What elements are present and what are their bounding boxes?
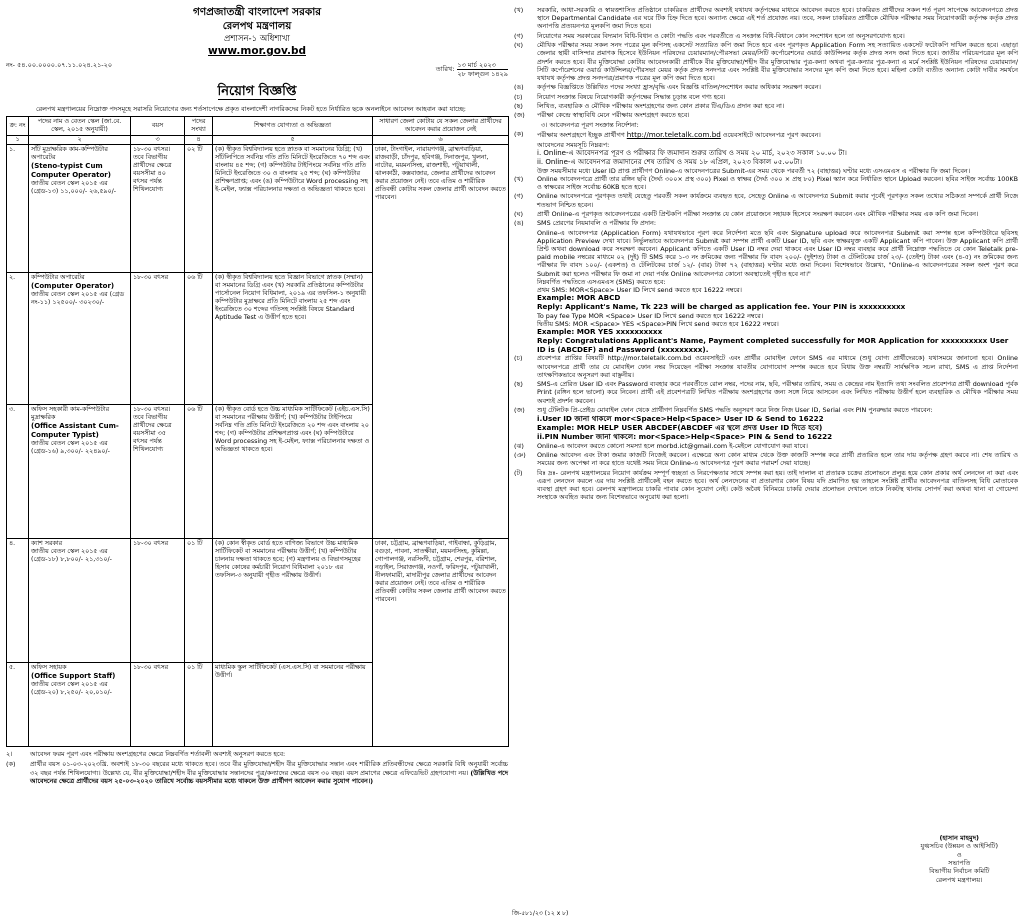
row-age: ১৮-৩০ বৎসর। তবে বিভাগীয় প্রার্থীদের ক্ষেত্রে বয়সসীমা ৩৫ বৎসর পর্যন্ত শিথিলযোগ্য [131,405,185,539]
signature-block [921,834,998,884]
row-quota: ঢাকা, টাংগাইল, নারায়ণগঞ্জ, ব্রাহ্মণবাড়িয়া, রাজবাড়ী, চাঁদপুর, হবিগঞ্জ, দিনাজপুর, খুলনা, নাটোর, ময়মনসিংহ, রাজশাহী, পটুয়াখালী, ঝালকাঠী, কক্সবাজার, জেলার প্রার্থীদের আবেদন করার প্রয়োজন নেই। তবে এতিম ও শারীরিক প্রতিবন্ধী কোটায় সকল জেলার প্রার্থী আবেদন করতে পারবেন। [373,145,509,539]
post-name-bn: অফিস সহকারী কাম-কম্পিউটার মুদ্রাক্ষরিক [31,406,110,422]
post-name-bn: কম্পিউটার অপারেটর [31,274,85,282]
row-age: ১৮-৩০ বৎসর [131,663,185,747]
section-2-number: ২। [6,750,13,759]
sms-reply-2: Reply: Congratulations Applicant's Name, Payment completed successfully for MOR Application for xxxxxxxxxx User ID is (ABCDEF) and Password (xxxxxxxxx). [537,335,1009,354]
retrieve-example: Example: MOR HELP USER ABCDEF(ABCDEF এর স্থলে প্রদত্ত User ID দিতে হবে) [537,423,823,433]
list-item [512,175,1018,191]
list-item-text: প্রার্থী Online-এ পূরণকৃত আবেদনপত্রের একটি প্রিন্টকপি পরীক্ষা সংক্রান্ত যে কোন প্রয়োজনে সহায়ক হিসেবে সংরক্ষণ করবেন এবং মৌখিক পরীক্ষার সময় এক কপি জমা দিবেন। [537,209,979,218]
list-item-label: (জ) [514,111,525,120]
sms-block [512,229,1018,355]
list-item [512,406,1018,414]
row-qualification: (ক) স্বীকৃত বিশ্ববিদ্যালয় হতে স্নাতক বা সমমানের ডিগ্রি; (খ) সাঁটলিপিতে সর্বনিম্ন গতি প্রতি মিনিটে ইংরেজিতে ৭০ শব্দ এবং বাংলায় ৪৫ শব্দ; (গ) কম্পিউটার টাইপিংয়ে সর্বনিম্ন গতি প্রতি মিনিটে ইংরেজিতে ৩০ ও বাংলায় ২৫ শব্দ; (ঘ) কম্পিউটার প্রশিক্ষণপ্রাপ্ত; এবং (ঙ) কম্পিউটারে Word processing সহ ই-মেইল, ফ্যাক্স পরিচালনার দক্ষতা ও অভিজ্ঞতা থাকতে হবে। [213,145,373,273]
date-label: তারিখ: [435,65,455,74]
sms-description: Online-এ আবেদনপত্র (Application Form) যথাযথভাবে পূরণ করে নির্দেশনা মতে ছবি এবং Signature upload করে আবেদনপত্র Submit করা সম্পন্ন হলে কম্পিউটারে ছবিসহ Application Preview দেখা যাবে। নির্ভুলভাবে আবেদনপত্র Submit করা সম্পন্ন প্রার্থী একটি User ID, ছবি এবং স্বাক্ষরযুক্ত একটি Applicant কপি পাবেন। উক্ত Applicant কপি প্রার্থী প্রিন্ট অথবা download করে সংরক্ষণ করবেন। Applicant কপিতে একটি User ID নম্বর দেয়া থাকবে এবং User ID নম্বর ব্যবহার করে প্রার্থী নিম্নোক্ত পদ্ধতিতে যে কোন Teletalk pre-paid mobile নম্বরের মাধ্যমে ০২ (দুই) টি SMS করে ১-৩ নং ক্রমিকের জন্য পরীক্ষার ফি বাবদ ২০০/- (দুইশত) টাকা ও টেলিটকের চার্জ ২৩/- (তেইশ) টাকা এবং (৪-৫) নং ক্রমিকের জন্য পরীক্ষার ফি বাবদ ১০০/- (একশত) ও টেলিটকের চার্জ ১২/- (বার) টাকা ৭২ (বাহাত্তর) ঘণ্টার মধ্যে জমা দিবেন। বিশেষভাবে উল্লেখ্য, "Online-এ আবেদনপত্রের সকল অংশ পূরণ করে Submit করা হলেও পরীক্ষার ফি জমা না দেয়া পর্যন্ত Online আবেদনপত্র কোনো অবস্থাতেই গৃহীত হবে না।" [537,228,1018,278]
list-item-text: Online-এ আবেদন করতে কোনো সমস্যা হলে morbd.ict@gmail.com ই-মেইলে যোগাযোগ করা যাবে। [537,441,808,450]
list-item-label: (ছ) [514,102,523,110]
list-item-label: (খ) [514,6,524,14]
admit-card-list [512,354,1018,414]
ministry-name: রেলপথ মন্ত্রণালয় [222,21,292,33]
row-post [29,145,131,273]
section-3-heading: ৩। আবেদনপত্র পূরণ সংক্রান্ত নির্দেশনা: [541,120,639,129]
th-serial: ক্র: নং [7,116,29,135]
col-num: ৫ [213,136,373,145]
row-serial: ২. [7,273,29,405]
list-item [512,6,1018,31]
section-3-number [512,121,538,129]
list-item [512,83,1018,91]
sms-pay: To pay fee Type MOR <Space> User ID লিখে send করতে হবে 16222 নম্বরে। [537,311,764,320]
signatory-ministry: রেলপথ মন্ত্রণালয়। [935,875,983,884]
notice-title: নিয়োগ বিজ্ঞপ্তি [217,84,297,100]
schedule-start: i. Online-এ আবেদনপত্র পূরণ ও পরীক্ষার ফি জমাদান শুরুর তারিখ ও সময় ২০ মার্চ, ২০২৩ সকাল ১০.০০ টা। [537,148,847,157]
teletalk-link[interactable]: http://mor.teletalk.com.bd [626,130,721,140]
list-item-text: সরকারি, আধা-সরকারি ও স্বায়ত্তশাসিত প্রতিষ্ঠানে চাকরিরত প্রার্থীদের অবশ্যই যথাযথ কর্তৃপক্ষের মাধ্যমে আবেদন করতে হবে। চাকরিরত প্রার্থীদের সকল শর্ত পূরণ সাপেক্ষে আবেদনপত্রে প্রদত্ত স্থানে Departmental Candidate এর ঘরে টিক চিহ্ন দিতে হবে। অন্যান্য ক্ষেত্রে এই শর্ত প্রযোজ্য নয়। তবে, সকল চাকরিরত প্রার্থীকে মৌখিক পরীক্ষার সময় নিয়োগকারী কর্তৃপক্ষ কর্তৃক প্রদত্ত অনাপত্তি প্রত্যয়নপত্র মূলকপি জমা দিতে হবে। [537,6,1018,31]
list-item-label: (ঞ) [514,451,526,460]
row-post [29,273,131,405]
list-item-text: নিয়োগের সময় সরকারের বিদ্যমান বিধি-বিধান ও কোটা পদ্ধতি এবং পরবর্তীতে এ সংক্রান্ত বিধি-বিধানে কোন সংশোধন হলে তা অনুসরণযোগ্য হবে। [537,31,905,40]
list-item-text: পরীক্ষা কেন্দ্রে স্বাস্থ্যবিধি মেনে পরীক্ষায় অংশগ্রহণ করতে হবে। [537,111,690,120]
signatory-role: সভাপতি [948,859,971,868]
list-item-text: প্রবেশপত্র প্রাপ্তির বিষয়টি http://mor.teletalk.com.bd ওয়েবসাইটে এবং প্রার্থীর মোবাইল ফোনে SMS এর মাধ্যমে (শুধু যোগ্য প্রার্থীদেরকে) যথাসময়ে জানানো হবে। Online আবেদনপত্রে প্রার্থী তার যে মোবাইল ফোন নম্বর দিয়েছেন পরীক্ষা সংক্রান্ত যাবতীয় যোগাযোগ সম্পন্ন করতে হবে বিধায় উক্ত নম্বরটি সার্বক্ষণিক সচল রাখা, SMS এ প্রাপ্ত নির্দেশনা তাৎক্ষণিকভাবে অনুসরণ করা বাঞ্ছনীয়। [537,354,1018,379]
row-count: ০২ টি [185,145,213,273]
post-name-en: (Office Assistant Cum-Computer Typist) [31,422,119,440]
list-item [512,451,1018,467]
signatory-and: ও [956,850,962,859]
schedule-note: উক্ত সময়সীমার মধ্যে User ID প্রাপ্ত প্রার্থীগণ Online-এ আবেদনপত্রের Submit-এর সময় থেকে পরবর্তী ৭২ (বাহাত্তর) ঘণ্টার মধ্যে এসএমএস এ পরীক্ষার ফি জমা দিবেন। [537,166,971,175]
list-item-label: (ছ) [514,380,523,389]
row-count: ০১ টি [185,663,213,747]
th-age: বয়স [131,116,185,135]
list-item-text: কর্তৃপক্ষ বিজ্ঞপ্তিতে উল্লিখিত পদের সংখ্যা হ্রাস/বৃদ্ধি এবং বিজ্ঞপ্তি বাতিল/সংশোধন করার অধিকার সংরক্ষণ করেন। [537,83,821,92]
row-post [29,663,131,747]
age-note-bold: (উল্লিখিত পদে আবেদনের ক্ষেত্রে প্রার্থীদের বয়স ২৫-০৩-২০২০ তারিখে সর্বোচ্চ বয়সসীমার মধ্যে থাকলে উক্ত প্রার্থীগণ আবেদন করার সুযোগ পাবেন।) [30,768,508,785]
section-2-ka-label: (ক) [6,760,16,769]
list-item [512,442,1018,450]
post-pay: জাতীয় বেতন স্কেল ২০১৫ এর (গ্রেড-২০) ৮,২৫০/- ২০,০১০/- [31,681,112,697]
list-item-label: (ঝ) [514,441,524,450]
th-count: পদের সংখ্যা [185,116,213,135]
memo-number: নং- ৫৪.০০.০০০০.০৭.১১.০২৪.২১-২০ [6,60,113,69]
row-serial: ৫. [7,663,29,747]
list-item-label: (গ) [514,31,524,40]
row-qualification: (ক) স্বীকৃত বোর্ড হতে উচ্চ মাধ্যমিক সার্টিফিকেট (এইচ.এস.সি) বা সমমানের পরীক্ষায় উত্তীর্ণ; (খ) কম্পিউটার টাইপিংয়ে সর্বনিম্ন গতি প্রতি মিনিটে ইংরেজিতে ২০ শব্দ এবং বাংলায় ২০ শব্দ; (গ) কম্পিউটার প্রশিক্ষণপ্রাপ্ত এবং (ঘ) কম্পিউটারে Word processing সহ ই-মেইল, ফ্যাক্স পরিচালনার দক্ষতা ও অভিজ্ঞতা থাকতে হবে। [213,405,373,539]
list-item-label: (গ) [514,192,524,201]
schedule-heading: আবেদনের সময়সূচি নিম্নরূপ: [537,140,610,149]
list-item-label: (চ) [514,92,523,101]
list-item-label: (ট) [514,468,523,477]
post-name-bn: সাঁট মুদ্রাক্ষরিক কাম-কম্পিউটার অপারেটর [31,146,108,162]
final-notes-list [512,442,1018,502]
table-row [7,539,509,663]
th-quota: সাধারণ জেলা কোটায় যে সকল জেলার প্রার্থীদের আবেদন করার প্রয়োজন নেই [373,116,509,135]
date-bangla: ২৮ ফাল্গুন ১৪২৯ [457,69,508,78]
row-serial: ৩. [7,405,29,539]
list-item [512,469,1018,502]
row-serial: ৪. [7,539,29,663]
right-column [512,6,1018,918]
list-item [512,102,1018,110]
sms-second: দ্বিতীয় SMS: MOR <Space> YES <Space>PIN লিখে send করতে হবে 16222 নম্বরে। [537,319,779,328]
list-item-text: মৌখিক পরীক্ষার সময় সকল সনদ পত্রের মূল কপিসহ একসেট সত্যায়িত কপি জমা দিতে হবে এবং পূরণকৃত Application Form সহ সত্যায়িত একসেট ফটোকপি দাখিল করতে হবে। এছাড়া জেলার স্থায়ী বাসিন্দার প্রমাণক হিসেবে ইউনিয়ন পরিষদের চেয়ারম্যান/পৌরসভা মেয়র/সিটি কর্পোরেশনের ওয়ার্ড কাউন্সিলর কর্তৃক প্রদত্ত সনদ জমা দিতে হবে। জাতীয় পরিচয়পত্রের মূল কপি প্রদর্শন করতে হবে। বীর মুক্তিযোদ্ধা কোটায় আবেদনকারী প্রার্থীকে বীর মুক্তিযোদ্ধা/শহীদ বীর মুক্তিযোদ্ধার পুত্র-কন্যা অথবা পুত্র-কন্যার পুত্র-কন্যা এ মর্মে সংশ্লিষ্ট ইউনিয়ন পরিষদের চেয়ারম্যান/সিটি কর্পোরেশনের ওয়ার্ড কাউন্সিলর/পৌরসভা মেয়র কর্তৃক প্রদত্ত সনদপত্র এবং সংশ্লিষ্ট বীর মুক্তিযোদ্ধার সনদের মূল কপি জমা দিতে হবে। মহিলা কোটা ব্যতীত অন্যান্য কোটা দাবীর সমর্থনে যথাযথ কর্তৃপক্ষ প্রদত্ত সনদপত্র/প্রমাণক পত্রের মূল কপি জমা দিতে হবে। [537,41,1018,82]
row-age: ১৮-৩০ বৎসর [131,539,185,663]
list-item-text: শুধু টেলিটক প্রি-প্রেইড মোবাইল ফোন থেকে প্রার্থীগণ নিম্নবর্ণিত SMS পদ্ধতি অনুসরণ করে নিজ নিজ User ID, Serial এবং PIN পুনরুদ্ধার করতে পারবেন: [537,405,933,414]
list-item [512,32,1018,40]
instructions-list [512,175,1018,218]
list-item [512,354,1018,379]
list-item-text: লিখিত, ব্যবহারিক ও মৌখিক পরীক্ষায় অংশগ্রহণের জন্য কোন প্রকার টিএ/ডিএ প্রদান করা হবে না। [537,102,785,110]
table-row [7,145,509,273]
sms-first: প্রথম SMS: MOR<Space> User ID লিখে send করতে হবে 16222 নম্বরে। [537,286,742,294]
post-name-en: (Computer Operator) [31,282,115,291]
website-link[interactable]: www.mor.gov.bd [208,45,306,58]
intro-paragraph: রেলপথ মন্ত্রণালয়ের নিম্নোক্ত পদসমূহে সরাসরি নিয়োগের জন্য শর্তসাপেক্ষে প্রকৃত বাংলাদেশী নাগরিকদের নিকট হতে নির্ধারিত ছকে অনলাইনে আবেদন আহবান করা যাচ্ছে: [36,104,466,113]
list-item-label: (ঘ) [514,209,523,218]
sms-reply-1: Reply: Applicant's Name, Tk 223 will be charged as application fee. Your PIN is xxxxxxxxxx [537,301,906,311]
list-item-text: SMS-এ প্রেরিত User ID এবং Password ব্যবহার করে পরবর্তীতে রোল নম্বর, পদের নাম, ছবি, পরীক্ষার তারিখ, সময় ও কেন্দ্রের নাম ইত্যাদি তথ্য সংবলিত প্রবেশপত্র প্রার্থী download পূর্বক Print (রঙ্গিন হলে ভালো) করে নিবেন। প্রার্থী এই প্রবেশপত্রটি লিখিত পরীক্ষায় অংশগ্রহণের জন্য সঙ্গে নিয়ে আসবেন এবং লিখিত পরীক্ষায় উত্তীর্ণ হলে ব্যবহারিক ও মৌখিক পরীক্ষার সময় অবশ্যই প্রদর্শন করবেন। [537,380,1018,405]
sms-example-2: Example: MOR YES xxxxxxxxxx [537,327,663,337]
sec3-ka-label: (ক) [514,130,524,139]
th-post: পদের নাম ও বেতন স্কেল (জা.বে. স্কেল, ২০১৫ অনুযায়ী) [29,116,131,135]
memo-row [6,61,508,79]
row-count: ০৬ টি [185,405,213,539]
list-item [512,210,1018,218]
post-name-bn: ক্যাশ সরকার [31,540,63,548]
row-age: ১৮-৩০ বৎসর। তবে বিভাগীয় প্রার্থীদের ক্ষেত্রে বয়সসীমা ৪০ বৎসর পর্যন্ত শিথিলযোগ্য [131,145,185,273]
post-pay: জাতীয় বেতন স্কেল ২০১৫ এর (গ্রেড-১৮) ৮,৮০০/- ২১,৩১০/- [31,548,112,564]
sms-label: (ঙ) [514,219,524,228]
section-2-heading: আবেদন ফরম পূরণ এবং পরীক্ষায় অংশগ্রহণের ক্ষেত্রে নিম্নবর্ণিত শর্তাবলী অবশ্যই অনুসরণ করতে হবে: [30,750,286,759]
list-item [512,41,1018,82]
sms-steps-heading: নিম্নবর্ণিত পদ্ধতিতে এসএমএস (SMS) করতে হবে: [537,277,666,286]
sms-example-1: Example: MOR ABCD [537,293,621,303]
letterhead [6,6,508,59]
list-item-text: Online আবেদন এবং টাকা জমার কাজটি নিজেই করবেন। এক্ষেত্রে অন্য কোন মাধ্যম থেকে উক্ত কাজটি সম্পন্ন করে প্রার্থী প্রতারিত হলে তার দায় কর্তৃপক্ষ গ্রহণ করবে না। শেষ তারিখ ও সময়ের জন্য অপেক্ষা না করে হাতে যথেষ্ট সময় নিয়ে Online-এ আবেদনপত্র পূরণ করার পরামর্শ দেয়া যাচ্ছে। [537,451,1018,468]
date-box [436,61,508,79]
list-item-label: (জ) [514,405,525,414]
post-pay: জাতীয় বেতন স্কেল ২০১৫ এর (গ্রেড-১৬) ৯,৩০০/- ২২৪৯০/- [31,440,110,456]
list-item-text: Online আবেদনপত্রে পূরণকৃত তথ্যই যেহেতু পরবর্তী সকল কার্যক্রমে ব্যবহৃত হবে, সেহেতু Online এ আবেদনপত্র Submit করার পূর্বেই পূরণকৃত সকল তথ্যের সঠিকতা সম্পর্কে প্রার্থী নিজে শতভাগ নিশ্চিত হবেন। [537,192,1018,209]
row-age: ১৮-৩০ বৎসর [131,273,185,405]
post-name-bn: অফিস সহায়ক [31,664,67,672]
section-2 [6,750,508,785]
list-item-label: (খ) [514,174,524,183]
sec3-ka-text: পরীক্ষায় অংশগ্রহণে ইচ্ছুক প্রার্থীগণ http://mor.teletalk.com.bd ওয়েবসাইটে আবেদনপত্র পূরণ করবেন। [537,130,821,140]
row-count: ০৬ টি [185,273,213,405]
row-qualification: (ক) কোন স্বীকৃত বোর্ড হতে বাণিজ্য বিভাগে উচ্চ মাধ্যমিক সার্টিফিকেট বা সমমানের পরীক্ষায় উত্তীর্ণ; (খ) কম্পিউটার চালনায় দক্ষতা থাকতে হবে; (গ) মন্ত্রণালয় ও বিভাগসমূহের হিসাব কোষের কর্মচারী নিয়োগ বিধিমালা ২০১৮ এর তফসিল-৩ অনুযায়ী গৃহীত পরীক্ষায় উত্তীর্ণ। [213,539,373,663]
list-item [512,111,1018,119]
col-num: ৪ [185,136,213,145]
signatory-committee: বিভাগীয় নির্বাচন কমিটি [929,867,990,876]
schedule-end: ii. Online-এ আবেদনপত্র জমাদানের শেষ তারিখ ও সময় ১৮ এপ্রিল, ২০২৩ বিকাল ০৫.০০টা। [537,157,803,166]
signatory-title: যুগ্মসচিব (উন্নয়ন ও আইসিটি) [920,842,998,851]
conditions-list [512,6,1018,120]
row-post [29,539,131,663]
col-num: ৩ [131,136,185,145]
list-item-label: (চ) [514,354,523,363]
col-num: ৬ [373,136,509,145]
list-item-text: Online আবেদনপত্রে প্রার্থী তার রঙ্গিন ছবি (দৈর্ঘ্য ৩০০× প্রস্থ ৩০০) Pixel ও স্বাক্ষর (দৈর্ঘ্য ৩০০ × প্রস্থ ৮০) Pixel স্ক্যান করে নির্ধারিত স্থানে Upload করবেন। ছবির সাইজ সর্বোচ্চ 100KB ও স্বাক্ষরের সাইজ সর্বোচ্চ 60KB হতে হবে। [537,174,1018,191]
list-item [512,93,1018,101]
row-qualification: মাধ্যমিক স্কুল সার্টিফিকেট (এস.এস.সি) বা সমমানের পরীক্ষায় উত্তীর্ণ। [213,663,373,747]
govt-name: গণপ্রজাতন্ত্রী বাংলাদেশ সরকার [192,6,322,18]
row-count: ০১ টি [185,539,213,663]
section-2-ka-text: প্রার্থীর বয়স ০১-০৩-২০২৩খ্রি. অবশ্যই ১৮-৩০ বছরের মধ্যে থাকতে হবে। তবে বীর মুক্তিযোদ্ধা/শহীদ বীর মুক্তিযোদ্ধার সন্তান এবং শারীরিক প্রতিবন্ধীদের ক্ষেত্রে সরকারি বিধি অনুযায়ী সর্বোচ্চ ৩২ বছর পর্যন্ত শিথিলযোগ্য। উল্লেখ্য যে, বীর মুক্তিযোদ্ধা/শহীদ বীর মুক্তিযোদ্ধার সন্তানদের পুত্র/কন্যাদের ক্ষেত্রে বয়স ৩০ বছর। বয়স প্রমাণের ক্ষেত্রে এফিডেভিট গ্রহণযোগ্য নয়। (উল্লিখিত পদে আবেদনের ক্ষেত্রে প্রার্থীদের বয়স ২৫-০৩-২০২০ তারিখে সর্বোচ্চ বয়সসীমার মধ্যে থাকলে উক্ত প্রার্থীগণ আবেদন করার সুযোগ পাবেন।) [30,760,508,785]
date-gregorian: ১৩ মার্চ ২০২৩ [457,61,508,70]
retrieve-block [512,415,1018,441]
row-quota: ঢাকা, চট্টগ্রাম, ব্রাহ্মণবাড়িয়া, গাইবান্ধা, কুড়িগ্রাম, বগুড়া, পাবনা, সাতক্ষীরা, ময়মনসিংহ, কুমিল্লা, গোপালগঞ্জ, নরসিংদী, চট্টগ্রাম, শেরপুর, বরিশাল, নড়াইল, সিরাজগঞ্জ, নওগাঁ, ফরিদপুর, পটুয়াখালী, নীলফামারী, মাদারীপুর জেলার প্রার্থীদের আবেদন করার প্রয়োজন নেই। তবে এতিম ও শারীরিক প্রতিবন্ধী কোটায় সকল জেলার প্রার্থী আবেদন করতে পারবেন। [373,539,509,747]
list-item-label: (ঙ) [514,83,524,92]
col-num: ১ [7,136,29,145]
th-qualification: শিক্ষাগত যোগ্যতা ও অভিজ্ঞতা [213,116,373,135]
retrieve-pin: ii.PIN Number জানা থাকলে: mor<Space>Help<Space> PIN & Send to 16222 [537,431,833,441]
list-item-label: (ঘ) [514,41,523,50]
post-pay: জাতীয় বেতন স্কেল ২০১৫ এর (গ্রেড-১৩) ১১,০০০/- ২৬,৫৯০/- [31,180,116,196]
post-name-en: (Office Support Staff) [31,672,116,681]
left-column [6,6,508,918]
list-item [512,380,1018,405]
row-post [29,405,131,539]
sms-heading: SMS প্রেরণের নিয়মাবলি ও পরীক্ষার ফি প্রদান: [537,219,656,228]
retrieve-userid: i.User ID জানা থাকলে mor<Space>Help<Space> User ID & Send to 16222 [537,414,824,424]
list-item-text: বিঃ দ্রঃ- রেলপথ মন্ত্রণালয়ের নিয়োগ কার্যক্রম সম্পূর্ণ স্বচ্ছতা ও নিরপেক্ষতার সাথে সম্পন্ন করা হয়। তাই দালাল বা প্রতারক চক্রের প্রলোভনে প্রলুব্ধ হয়ে কোন প্রকার অর্থ লেনদেন না করা এবং এরূপ লেনদেন করলে এর দায় সংশ্লিষ্ট প্রার্থীকেই বহন করতে হবে। অর্থ লেনদেনের বা প্রতারণার কোন বিষয় যদি প্রমাণিত হয় তাহলে সংশ্লিষ্ট প্রার্থীর আবেদনপত্র বাতিলসহ বিধি মোতাবেক ব্যবস্থা গ্রহণ করা হবে। রেলপথ মন্ত্রণালয়ে চাকরি পাবার কোন সুযোগ নেই। কেউ অবৈধ বিনিময়ে চাকরি দেয়ার প্রলোভন দেখালে তাকে নিকটস্থ থানায় সোপর্দ করা অথবা থানা বা গোয়েন্দা সংস্থাকে অবহিত করার জন্য বিশেষভাবে অনুরোধ করা হলো। [537,468,1018,502]
footer-code: জি-৫৮১/২৩ (১২ x ৮) [512,910,569,918]
row-serial: ১. [7,145,29,273]
col-num: ২ [29,136,131,145]
post-pay: জাতীয় বেতন স্কেল ২০১৫ এর (গ্রেড নং-১১) ১২৫০০/- ৩০২৩০/- [31,291,125,307]
jobs-table [6,116,509,747]
list-item [512,192,1018,208]
list-item-text: নিয়োগ সংক্রান্ত বিষয়ে নিয়োগকারী কর্তৃপক্ষের সিদ্ধান্ত চূড়ান্ত বলে গণ্য হবে। [537,92,726,101]
section-name: প্রশাসন-১ অধিশাখা [224,34,290,45]
schedule-block [512,141,1018,175]
signatory-name: (হাসান মাহমুদ) [939,834,979,843]
post-name-en: (Steno-typist Cum Computer Operator) [31,162,111,180]
row-qualification: (ক) স্বীকৃত বিশ্ববিদ্যালয় হতে বিজ্ঞান বিভাগে স্নাতক (সম্মান) বা সমমানের ডিগ্রি এবং (খ) সরকারি প্রতিষ্ঠানের কম্পিউটার পার্সোনেল নিয়োগ বিধিমালা, ২০১৯ এর তফসিল-১ অনুযায়ী কম্পিউটার মুদ্রাক্ষরে প্রতি মিনিটে বাংলায় ২৫ শব্দ এবং ইংরেজিতে ৩০ শব্দের গতিসহ সংশ্লিষ্ট বিষয়ে Standard Aptitude Test এ উত্তীর্ণ হতে হবে। [213,273,373,405]
